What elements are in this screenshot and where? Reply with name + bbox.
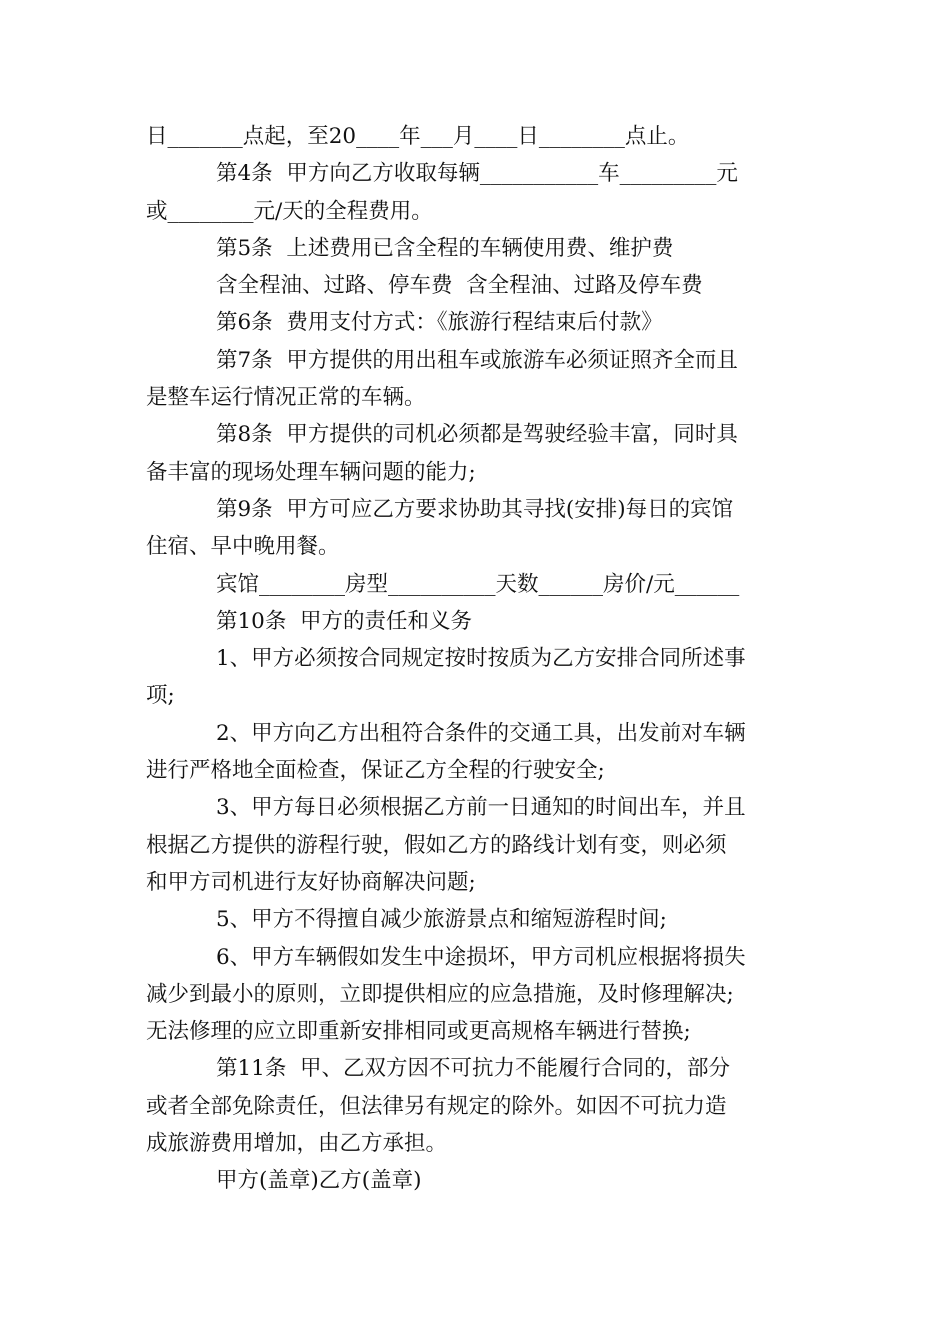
text-line: 第9条 甲方可应乙方要求协助其寻找(安排)每日的宾馆 xyxy=(216,496,734,522)
text-line: 宾馆________房型__________天数______房价/元______ xyxy=(216,571,740,597)
text-line: 备丰富的现场处理车辆问题的能力; xyxy=(146,459,476,485)
text-line: 第11条 甲、乙双方因不可抗力不能履行合同的，部分 xyxy=(216,1056,731,1082)
text-line: 减少到最小的原则，立即提供相应的应急措施，及时修理解决; xyxy=(146,981,734,1007)
text-line: 第4条 甲方向乙方收取每辆___________车_________元 xyxy=(216,161,738,187)
text-line: 第10条 甲方的责任和义务 xyxy=(216,608,473,634)
text-line: 6、甲方车辆假如发生中途损坏，甲方司机应根据将损失 xyxy=(216,944,746,970)
text-line: 第7条 甲方提供的用出租车或旅游车必须证照齐全而且 xyxy=(216,347,738,373)
contract-text-body xyxy=(146,118,806,1200)
text-line: 项; xyxy=(146,683,175,709)
text-line: 或者全部免除责任，但法律另有规定的除外。如因不可抗力造 xyxy=(146,1093,727,1119)
text-line: 5、甲方不得擅自减少旅游景点和缩短游程时间; xyxy=(216,907,667,933)
text-line: 根据乙方提供的游程行驶，假如乙方的路线计划有变，则必须 xyxy=(146,832,727,858)
text-line: 第6条 费用支付方式：《旅游行程结束后付款》 xyxy=(216,310,663,336)
text-line: 2、甲方向乙方出租符合条件的交通工具，出发前对车辆 xyxy=(216,720,746,746)
text-line: 住宿、早中晚用餐。 xyxy=(146,534,340,560)
text-line: 无法修理的应立即重新安排相同或更高规格车辆进行替换; xyxy=(146,1019,691,1045)
text-line: 第8条 甲方提供的司机必须都是驾驶经验丰富，同时具 xyxy=(216,422,738,448)
text-line: 和甲方司机进行友好协商解决问题; xyxy=(146,869,476,895)
text-line: 3、甲方每日必须根据乙方前一日通知的时间出车，并且 xyxy=(216,795,746,821)
text-line: 日_______点起，至20____年___月____日________点止。 xyxy=(146,124,690,149)
text-line: 1、甲方必须按合同规定按时按质为乙方安排合同所述事 xyxy=(216,646,746,672)
text-line: 或________元/天的全程费用。 xyxy=(146,198,433,224)
text-line: 是整车运行情况正常的车辆。 xyxy=(146,385,426,411)
signature-line: 甲方(盖章)乙方(盖章) xyxy=(216,1168,422,1194)
text-line: 成旅游费用增加，由乙方承担。 xyxy=(146,1131,448,1157)
text-line: 第5条 上述费用已含全程的车辆使用费、维护费 xyxy=(216,235,674,261)
text-line: 含全程油、过路、停车费 含全程油、过路及停车费 xyxy=(216,273,703,299)
text-line: 进行严格地全面检查，保证乙方全程的行驶安全; xyxy=(146,758,605,784)
